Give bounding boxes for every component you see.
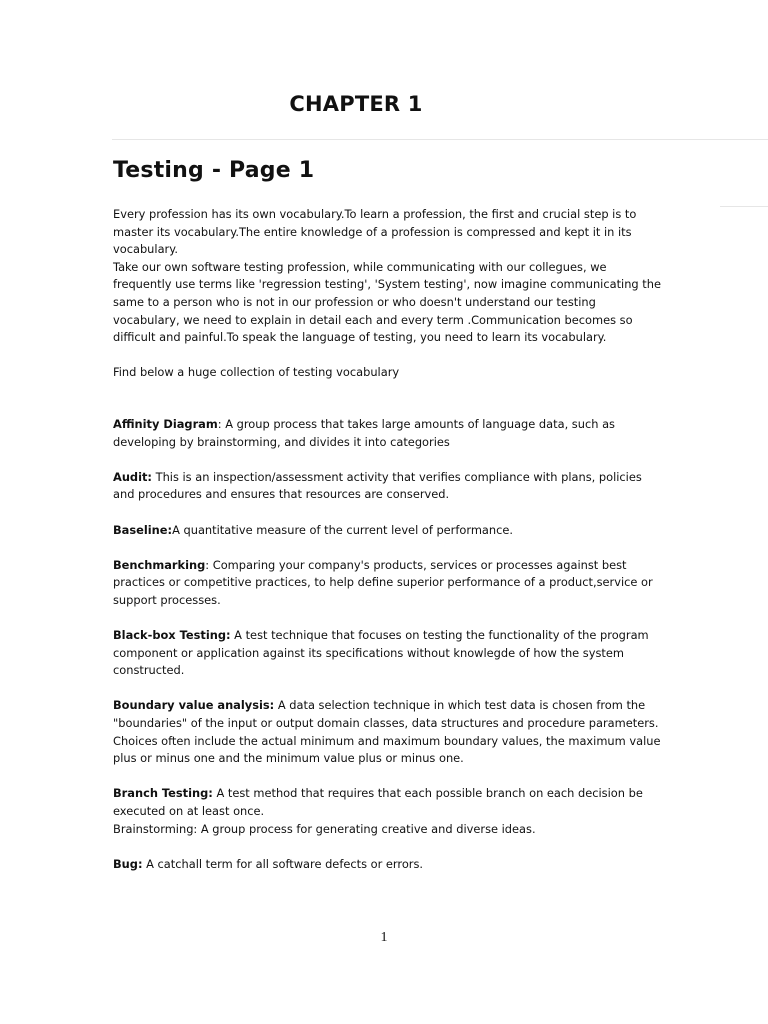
definition-term: Branch Testing: [113, 786, 213, 801]
definition-text: A catchall term for all software defects or errors. [142, 856, 424, 871]
definition-audit [113, 469, 665, 504]
header-divider [112, 139, 768, 140]
page-title: Testing - Page 1 [113, 158, 315, 183]
title-divider [720, 206, 768, 207]
definition-text: A test method that requires that each possible branch on each decision be executed on at least once. [113, 786, 643, 818]
definition-text: A data selection technique in which test data is chosen from the "boundaries" of the input or output domain classes, data structures and procedure parameters. Choices often include the actual minimum and maximum boundary values, the maximum value plus or minus one and the minimum value plus or minus one. [113, 698, 661, 766]
definition-term: Audit: [113, 469, 152, 484]
definition-text: A quantitative measure of the current level of performance. [172, 522, 514, 537]
definition-baseline [113, 522, 665, 540]
intro-paragraph: Take our own software testing profession, while communicating with our collegues, we frequently use terms like 'regression testing', 'System testing', now imagine communicating the same to a person who is not in our profession or who doesn't understand our testing vocabulary, we need to explain in detail each and every term .Communication becomes so difficult and painful.To speak the language of testing, you need to learn its vocabulary. [113, 259, 661, 345]
document-body [113, 206, 665, 873]
definition-bug [113, 856, 665, 874]
page-number: 1 [380, 930, 388, 945]
chapter-heading: CHAPTER 1 [289, 92, 423, 116]
definition-text: : A group process that takes large amounts of language data, such as developing by brainstorming, and divides it into categories [113, 416, 615, 449]
definition-term: Boundary value analysis: [113, 698, 275, 713]
definition-text: A test technique that focuses on testing the functionality of the program component or application against its specifications without knowlegde of how the system constructed. [113, 628, 649, 678]
intro-paragraph: Every profession has its own vocabulary.To learn a profession, the first and crucial step is to master its vocabulary.The entire knowledge of a profession is compressed and kept it in its vocabulary. [113, 207, 637, 257]
lead-in-text: Find below a huge collection of testing vocabulary [113, 365, 400, 380]
definition-term: Affinity Diagram [113, 416, 218, 431]
definition-black-box-testing [113, 627, 665, 680]
definition-benchmarking [113, 557, 665, 610]
definition-text: This is an inspection/assessment activity that verifies compliance with plans, policies and procedures and ensures that resources are conserved. [113, 469, 642, 502]
definition-term: Black-box Testing: [113, 628, 231, 643]
definition-term: Bug: [113, 856, 143, 871]
definition-text: : Comparing your company's products, services or processes against best practices or competitive practices, to help define superior performance of a product,service or support processes. [113, 557, 653, 607]
definition-boundary-value-analysis [113, 697, 665, 767]
definition-term: Benchmarking [113, 557, 206, 572]
definition-affinity-diagram [113, 416, 665, 451]
definition-brainstorming: Brainstorming: A group process for generating creative and diverse ideas. [113, 821, 536, 836]
definition-branch-testing [113, 785, 665, 820]
definition-term: Baseline: [113, 522, 173, 537]
